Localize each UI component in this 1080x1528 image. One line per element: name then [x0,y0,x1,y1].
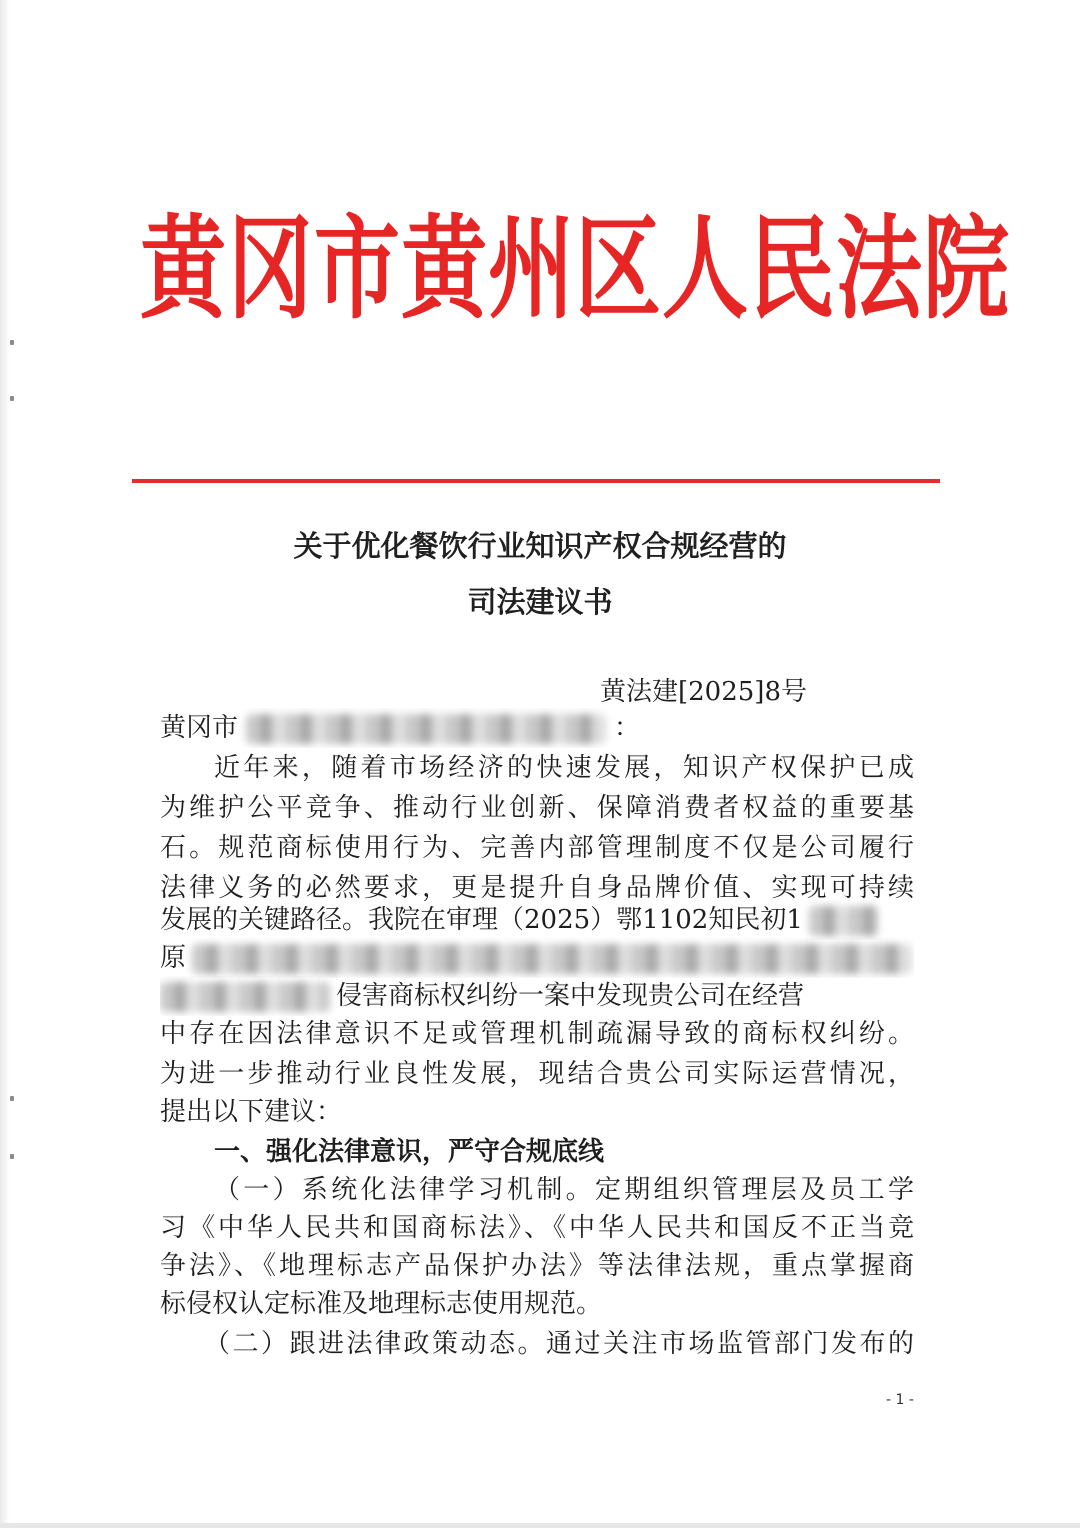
page-number: - 1 - [886,1392,914,1408]
body-line: 为维护公平竞争、推动行业创新、保障消费者权益的重要基 [160,793,914,823]
body-line: （一）系统化法律学习机制。定期组织管理层及员工学 [214,1175,914,1205]
body-line-text: 发展的关键路径。我院在审理（2025）鄂1102知民初1 [160,905,803,935]
body-line-text: 原 [160,943,187,973]
redacted-party-names [192,944,912,974]
body-line: 近年来，随着市场经济的快速发展，知识产权保护已成 [214,753,914,783]
body-line: 法律义务的必然要求，更是提升自身品牌价值、实现可持续 [160,873,914,903]
redacted-case-number [809,906,879,936]
body-line: 习《中华人民共和国商标法》、《中华人民共和国反不正当竞 [160,1213,914,1243]
binding-hole-mark [10,1154,14,1159]
document-title-line-2: 司法建议书 [467,585,613,619]
body-line [160,900,914,940]
body-line: 标侵权认定标准及地理标志使用规范。 [160,1289,603,1319]
body-line: （二）跟进法律政策动态。通过关注市场监管部门发布的 [204,1329,914,1359]
binding-hole-mark [10,396,14,401]
redacted-recipient [246,714,606,744]
document-number: 黄法建[2025]8号 [600,677,807,707]
body-line: 石。规范商标使用行为、完善内部管理制度不仅是公司履行 [160,833,914,863]
document-title-line-1: 关于优化餐饮行业知识产权合规经营的 [293,529,787,563]
body-line: 提出以下建议： [160,1097,343,1127]
letterhead-red-rule [132,479,940,483]
salutation-prefix: 黄冈市 [160,713,239,743]
scan-edge-shadow [0,0,10,1528]
binding-hole-mark [10,340,14,345]
salutation [160,708,914,748]
body-line [160,976,914,1016]
body-line-text: 侵害商标权纠纷一案中发现贵公司在经营 [336,981,805,1011]
salutation-suffix: ： [614,713,641,743]
section-heading: 一、强化法律意识，严守合规底线 [214,1137,605,1167]
scan-bottom-edge [0,1523,1080,1528]
binding-hole-mark [10,1096,14,1101]
body-line: 为进一步推动行业良性发展，现结合贵公司实际运营情况， [160,1059,914,1089]
body-line [160,938,914,978]
body-line: 争法》、《地理标志产品保护办法》等法律法规，重点掌握商 [160,1251,914,1281]
agency-letterhead: 黄冈市黄州区人民法院 [140,203,1010,335]
redacted-party-names [160,982,330,1012]
body-line: 中存在因法律意识不足或管理机制疏漏导致的商标权纠纷。 [160,1019,914,1049]
